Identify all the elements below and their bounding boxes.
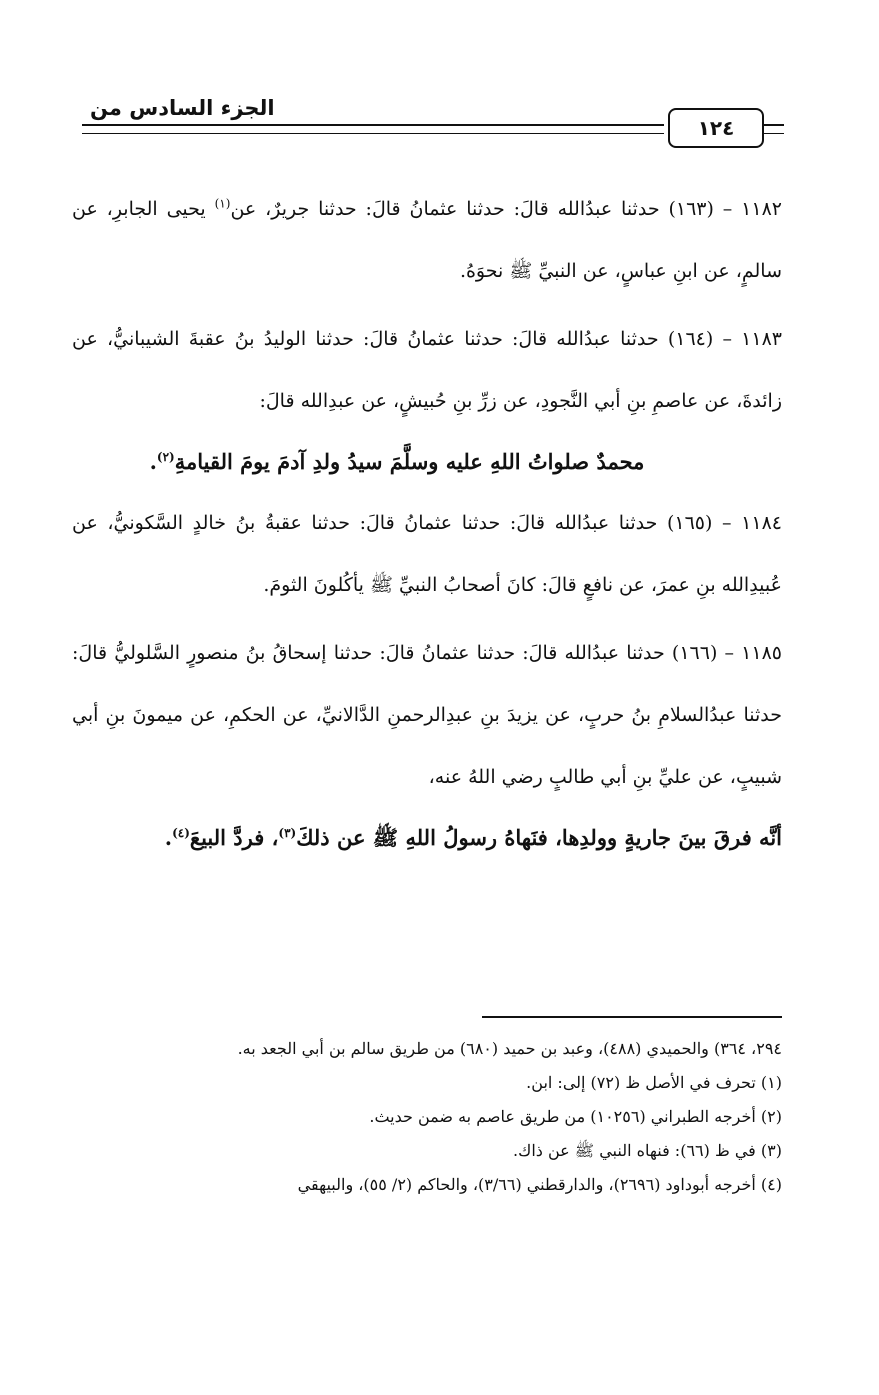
header-rule [82,124,664,126]
hadith-1183-matn: محمدٌ صلواتُ اللهِ عليه وسلَّمَ سيدُ ولدِ آدمَ يومَ القيامةِ$^{(٢)}$. [149,449,645,474]
hadith-1185: ١١٨٥ – (١٦٦) حدثنا عبدُالله قالَ: حدثنا عثمانُ قالَ: حدثنا إسحاقُ بنُ منصورٍ السَّلوليُّ قالَ: حدثنا عبدُالسلامِ بنُ حربٍ، عن يزيدَ بنِ عبدِالرحمنِ الدَّالانيِّ، عن الحكمِ، عن ميمونَ بنِ أبي شبيبٍ، عن عليِّ بنِ أبي طالبٍ رضي اللهُ عنه، [72,642,782,788]
footnote-ref: (٤) [172,826,190,840]
page-number: ١٢٤ [668,108,764,148]
matn-tail: ، فردَّ البيعَ [189,825,279,850]
hadith-text-cont: يحيى الجابرِ، عن سالمٍ، عن ابنِ عباسٍ، عن النبيِّ ﷺ نحوَهُ. [72,198,782,282]
hadith-1183: ١١٨٣ – (١٦٤) حدثنا عبدُالله قالَ: حدثنا عثمانُ قالَ: حدثنا الوليدُ بنُ عقبةَ الشيبانيُّ، عن زائدةَ، عن عاصمِ بنِ أبي النَّجودِ، عن زرِّ بنِ حُبيشٍ، عن عبدِالله قالَ: [72,328,782,412]
hadith-text: ١١٨٢ – (١٦٣) حدثنا عبدُالله قالَ: حدثنا عثمانُ قالَ: حدثنا جريرٌ، عن [230,198,782,220]
footnote-separator [482,1016,782,1018]
footnotes [72,1032,782,1202]
footnote-continued: ٢٩٤، ٣٦٤) والحميدي (٤٨٨)، وعبد بن حميد (٦٨٠) من طريق سالم بن أبي الجعد به. [237,1039,782,1058]
footnote-ref: (٢) [156,450,175,464]
footnote-4: (٤) أخرجه أبوداود (٢٦٩٦)، والدارقطني (٣/٦٦)، والحاكم (٢/ ٥٥)، والبيهقي [297,1175,782,1194]
hadith-1185-matn: أنَّه فرقَ بينَ جاريةٍ وولدِها، فنَهاهُ رسولُ اللهِ ﷺ عن ذلكَ$^{(٣)}$، فردَّ البيعَ$^{(٤)}$. [164,825,782,850]
footnote-2: (٢) أخرجه الطبراني (١٠٢٥٦) من طريق عاصم به ضمن حديث. [369,1107,782,1126]
hadith-1184: ١١٨٤ – (١٦٥) حدثنا عبدُالله قالَ: حدثنا عثمانُ قالَ: حدثنا عقبةُ بنُ خالدٍ السَّكونيُّ، عن عُبيدِالله بنِ عمرَ، عن نافعٍ قالَ: كانَ أصحابُ النبيِّ ﷺ يأكُلونَ الثومَ. [72,512,782,596]
header-rule-thin [82,133,664,134]
footnote-ref: (٣) [278,826,297,840]
main-text [72,178,782,868]
footnote-3: (٣) في ظ (٦٦): فنهاه النبي ﷺ عن ذاك. [513,1141,782,1160]
matn-text: أنَّه فرقَ بينَ جاريةٍ وولدِها، فنَهاهُ رسولُ اللهِ ﷺ عن ذلكَ [296,825,782,850]
hadith-1182 [72,178,782,302]
footnote-ref: (١) [214,196,231,211]
running-title: الجزء السادس من [90,96,275,120]
footnote-1: (١) تحرف في الأصل ظ (٧٢) إلى: ابن. [526,1073,782,1092]
matn-text: محمدٌ صلواتُ اللهِ عليه وسلَّمَ سيدُ ولدِ آدمَ يومَ القيامةِ [174,449,645,474]
page-header [62,86,804,158]
